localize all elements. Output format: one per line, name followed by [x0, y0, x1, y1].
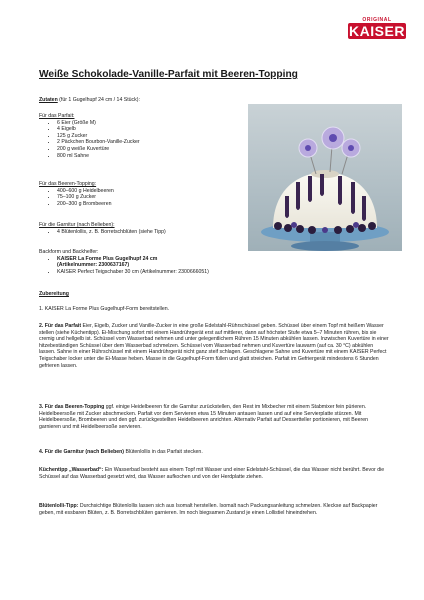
- parfait-illustration: [248, 104, 402, 251]
- tool-1-name: KAISER La Forme Plus Gugelhupf 24 cm: [57, 255, 158, 262]
- step-4-text: Blütenlollis in das Parfait stecken.: [124, 449, 203, 455]
- logo-wordmark: KAISER: [349, 23, 405, 39]
- list-item: [57, 256, 399, 269]
- garnish-ingredients: [39, 222, 249, 235]
- step-2-label: 2. Für das Parfait: [39, 323, 82, 329]
- baking-tools-heading: Backform und Backhelfer:: [39, 249, 99, 255]
- preparation-heading: Zubereitung: [39, 291, 69, 297]
- topping-heading: Für das Beeren-Topping:: [39, 181, 97, 187]
- parfait-heading: Für das Parfait:: [39, 113, 75, 119]
- ingredients-line: [39, 97, 140, 104]
- step-3: [39, 404, 389, 430]
- topping-ingredients: [39, 181, 239, 207]
- kitchen-tip-text: Ein Wasserbad besteht aus einem Topf mit Wasser und einer Edelstahl-Schüssel, die das Wasser nicht berührt. Bevor die Schüssel auf das Wasserbad gesetzt wird, das Wasser aufkochen und von der Herdplatte ziehen.: [39, 467, 385, 480]
- baking-tools: [39, 249, 399, 275]
- kitchen-tip-label: Küchentipp „Wasserbad“:: [39, 467, 104, 473]
- parfait-list: [39, 120, 239, 160]
- list-item: • 4 Eigelb: [57, 126, 239, 133]
- list-item: • 4 Blütenlollis, z. B. Borretschblüten (siehe Tipp): [57, 229, 249, 236]
- list-item: • 2 Päckchen Bourbon-Vanille-Zucker: [57, 139, 239, 146]
- step-1: 1. KAISER La Forme Plus Gugelhupf-Form bereitstellen.: [39, 306, 170, 312]
- kaiser-logo: [348, 17, 406, 43]
- tool-1-article: (Artikelnummer: 2300637167): [57, 262, 130, 269]
- logo-tagline: ORIGINAL: [362, 17, 392, 23]
- parfait-photo: [248, 104, 402, 251]
- topping-list: [39, 188, 239, 208]
- list-item: • 200 g weiße Kuvertüre: [57, 146, 239, 153]
- list-item: • KAISER Perfect Teigschaber 30 cm (Artikelnummer: 2300666051): [57, 269, 399, 276]
- step-2: [39, 323, 389, 369]
- step-2-text: Eier, Eigelb, Zucker und Vanille-Zucker in eine große Edelstahl-Rührschüssel geben. Schüssel über einem Topf mit heißem Wasser stellen (siehe Küchentipp). Ei-Mischung sofort mit einem Handrührgerät erst auf mittlerer, dann auf höchster Stufe etwa 5–7 Minuten rühren, bis sie cremig und hellgelb ist. Schüssel vom Wasserbad nehmen und unter gelegentlichem Rühren 15 Minuten abkühlen lassen. Inzwischen Kuvertüre in einer hitzebeständigen Schüssel über dem Wasserbad schmelzen. Schüssel vom Wasserbad nehmen und Kuvertüre lauwarm (auf ca. 30 °C) abkühlen lassen. Sahne in einer Rührschüssel mit einem Handrührgerät nicht ganz steif schlagen. Geschlagene Sahne und Kuvertüre mit einem KAISER Perfect Teigschaber locker unter die Ei-Masse heben. Masse in die Gugelhupf-Form füllen und glatt streichen. Parfait im Gefriergerät mindestens 6 Stunden gefrieren lassen.: [39, 323, 389, 369]
- list-item: • 400–600 g Heidelbeeren: [57, 188, 239, 195]
- step-4-label: 4. Für die Garnitur (nach Belieben): [39, 449, 125, 455]
- recipe-title: Weiße Schokolade-Vanille-Parfait mit Beeren-Topping: [39, 69, 298, 80]
- step-3-label: 3. Für das Beeren-Topping: [39, 404, 105, 410]
- parfait-ingredients: [39, 113, 239, 159]
- lolli-tip-text: Durchsichtige Blütenlollis lassen sich aus Isomalt herstellen. Isomalt nach Packungsanleitung schmelzen. Kleckse auf Backpapier geben, mit essbaren Blüten, z. B. Borretschblüten garnieren. Im noch biegsamen Zustand je einen Lollistiel hineindrehen.: [39, 503, 378, 516]
- lolli-tip-label: Blütenlolli-Tipp:: [39, 503, 79, 509]
- list-item: • 75–100 g Zucker: [57, 194, 239, 201]
- list-item: • 800 ml Sahne: [57, 153, 239, 160]
- step-4: [39, 449, 389, 456]
- ingredients-heading: Zutaten: [39, 97, 58, 103]
- step-3-text: ggf. einige Heidelbeeren für die Garnitur zurückstellen, den Rest im Mixbecher mit einem Stabmixer fein pürieren. Heidelbeersoße mit Zucker abschmecken. Parfait vor dem Servieren etwa 15 Minuten antauen lassen und auf eine Servierplatte stürzen. Mit Heidelbeersoße, Brombeeren und den ggf. zurückgestellten Heidelbeeren anrichten. Alternativ Parfait auf Dessertteller portionieren, mit Beeren garnieren und mit Heidelbeersoße servieren.: [39, 404, 369, 430]
- list-item: • 125 g Zucker: [57, 133, 239, 140]
- baking-tools-list: [39, 256, 399, 276]
- list-item: • 6 Eier (Größe M): [57, 120, 239, 127]
- garnish-list: [39, 229, 249, 236]
- ingredients-note: (für 1 Gugelhupf 24 cm / 14 Stück):: [57, 97, 140, 103]
- lolli-tip: [39, 503, 389, 516]
- list-item: • 200–300 g Brombeeren: [57, 201, 239, 208]
- kitchen-tip: [39, 467, 389, 480]
- garnish-heading: Für die Garnitur (nach Belieben):: [39, 222, 115, 228]
